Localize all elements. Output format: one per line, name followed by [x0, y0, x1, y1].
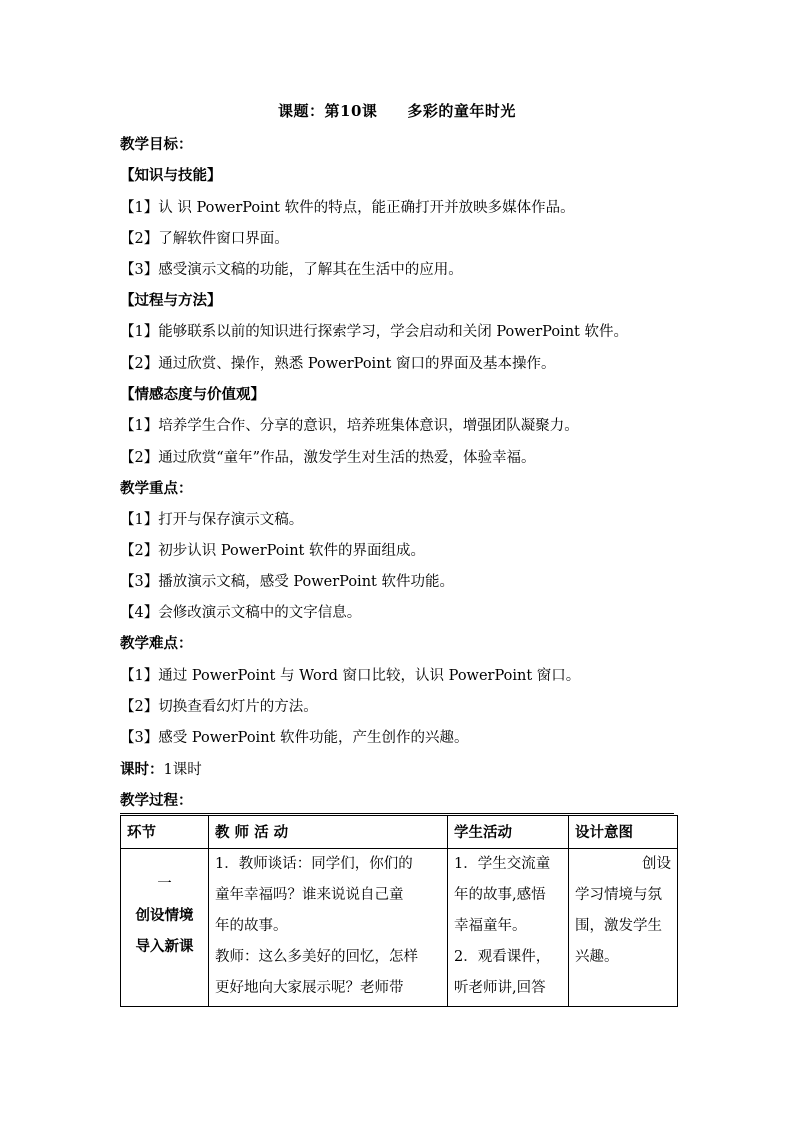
- difficulty-2: 【2】切换查看幻灯片的方法。: [120, 699, 318, 715]
- student-line-1: 1．学生交流童: [454, 856, 551, 872]
- difficulties-heading: 教学难点：: [120, 635, 193, 652]
- knowledge-item-2: 【2】了解软件窗口界面。: [120, 231, 289, 247]
- table-top-rule: [120, 813, 674, 814]
- lesson-hours: [120, 758, 202, 779]
- knowledge-heading: 【知识与技能】: [120, 167, 222, 184]
- stage-line-1: 创设情境: [135, 907, 194, 924]
- hours-label: 课时：: [120, 761, 164, 778]
- key-point-4: 【4】会修改演示文稿中的文字信息。: [120, 605, 362, 621]
- student-line-5: 听老师讲,回答: [454, 980, 546, 996]
- intent-line-3: 围，激发学生: [575, 918, 662, 934]
- intent-line-2: 学习情境与氛: [575, 887, 662, 903]
- key-point-1: 【1】打开与保存演示文稿。: [120, 512, 304, 528]
- key-points-heading: 教学重点：: [120, 480, 193, 497]
- header-teacher-activity: 教 师 活 动: [209, 816, 448, 849]
- emotion-heading: 【情感态度与价值观】: [120, 386, 265, 403]
- header-design-intent: 设计意图: [569, 816, 678, 849]
- header-student-activity: 学生活动: [448, 816, 569, 849]
- knowledge-item-1: 【1】认 识 PowerPoint 软件的特点，能正确打开并放映多媒体作品。: [120, 200, 575, 216]
- design-intent-cell: [569, 849, 678, 1007]
- intent-line-4: 兴趣。: [575, 949, 619, 965]
- lesson-number: 课题：第10课: [278, 102, 378, 120]
- process-item-2: 【2】通过欣赏、操作，熟悉 PowerPoint 窗口的界面及基本操作。: [120, 356, 556, 372]
- process-table-heading: 教学过程：: [120, 792, 193, 809]
- lesson-name: 多彩的童年时光: [407, 102, 516, 120]
- lesson-title: [0, 100, 794, 121]
- objectives-heading: 教学目标：: [120, 136, 193, 153]
- stage-cell: [121, 849, 209, 1007]
- teacher-line-1: 1．教师谈话：同学们，你们的: [215, 856, 413, 872]
- hours-value: 1课时: [163, 762, 202, 778]
- knowledge-item-3: 【3】感受演示文稿的功能，了解其在生活中的应用。: [120, 262, 463, 278]
- teacher-line-2: 童年幸福吗？谁来说说自己童: [215, 887, 404, 903]
- table-row: [121, 849, 678, 1007]
- header-stage: 环节: [121, 816, 209, 849]
- teacher-line-4: 教师：这么多美好的回忆，怎样: [215, 949, 418, 965]
- teacher-activity-cell: [209, 849, 448, 1007]
- difficulty-3: 【3】感受 PowerPoint 软件功能，产生创作的兴趣。: [120, 730, 469, 746]
- table-header-row: [121, 816, 678, 849]
- stage-line-2: 导入新课: [135, 938, 194, 955]
- intent-line-1: 创设: [642, 856, 671, 872]
- student-line-2: 年的故事,感悟: [454, 887, 546, 903]
- student-line-4: 2．观看课件，: [454, 949, 551, 965]
- student-activity-cell: [448, 849, 569, 1007]
- emotion-item-2: 【2】通过欣赏“童年”作品，激发学生对生活的热爱，体验幸福。: [120, 450, 536, 466]
- teaching-process-table: [120, 815, 678, 1007]
- difficulty-1: 【1】通过 PowerPoint 与 Word 窗口比较，认识 PowerPoint 窗口。: [120, 668, 581, 684]
- emotion-item-1: 【1】培养学生合作、分享的意识，培养班集体意识，增强团队凝聚力。: [120, 418, 579, 434]
- process-item-1: 【1】能够联系以前的知识进行探索学习，学会启动和关闭 PowerPoint 软件。: [120, 324, 628, 340]
- teacher-line-3: 年的故事。: [215, 918, 288, 934]
- key-point-2: 【2】初步认识 PowerPoint 软件的界面组成。: [120, 543, 425, 559]
- teacher-line-5: 更好地向大家展示呢？老师带: [215, 980, 404, 996]
- key-point-3: 【3】播放演示文稿，感受 PowerPoint 软件功能。: [120, 574, 454, 590]
- stage-number: 一: [157, 876, 172, 892]
- process-heading: 【过程与方法】: [120, 292, 222, 309]
- student-line-3: 幸福童年。: [454, 918, 527, 934]
